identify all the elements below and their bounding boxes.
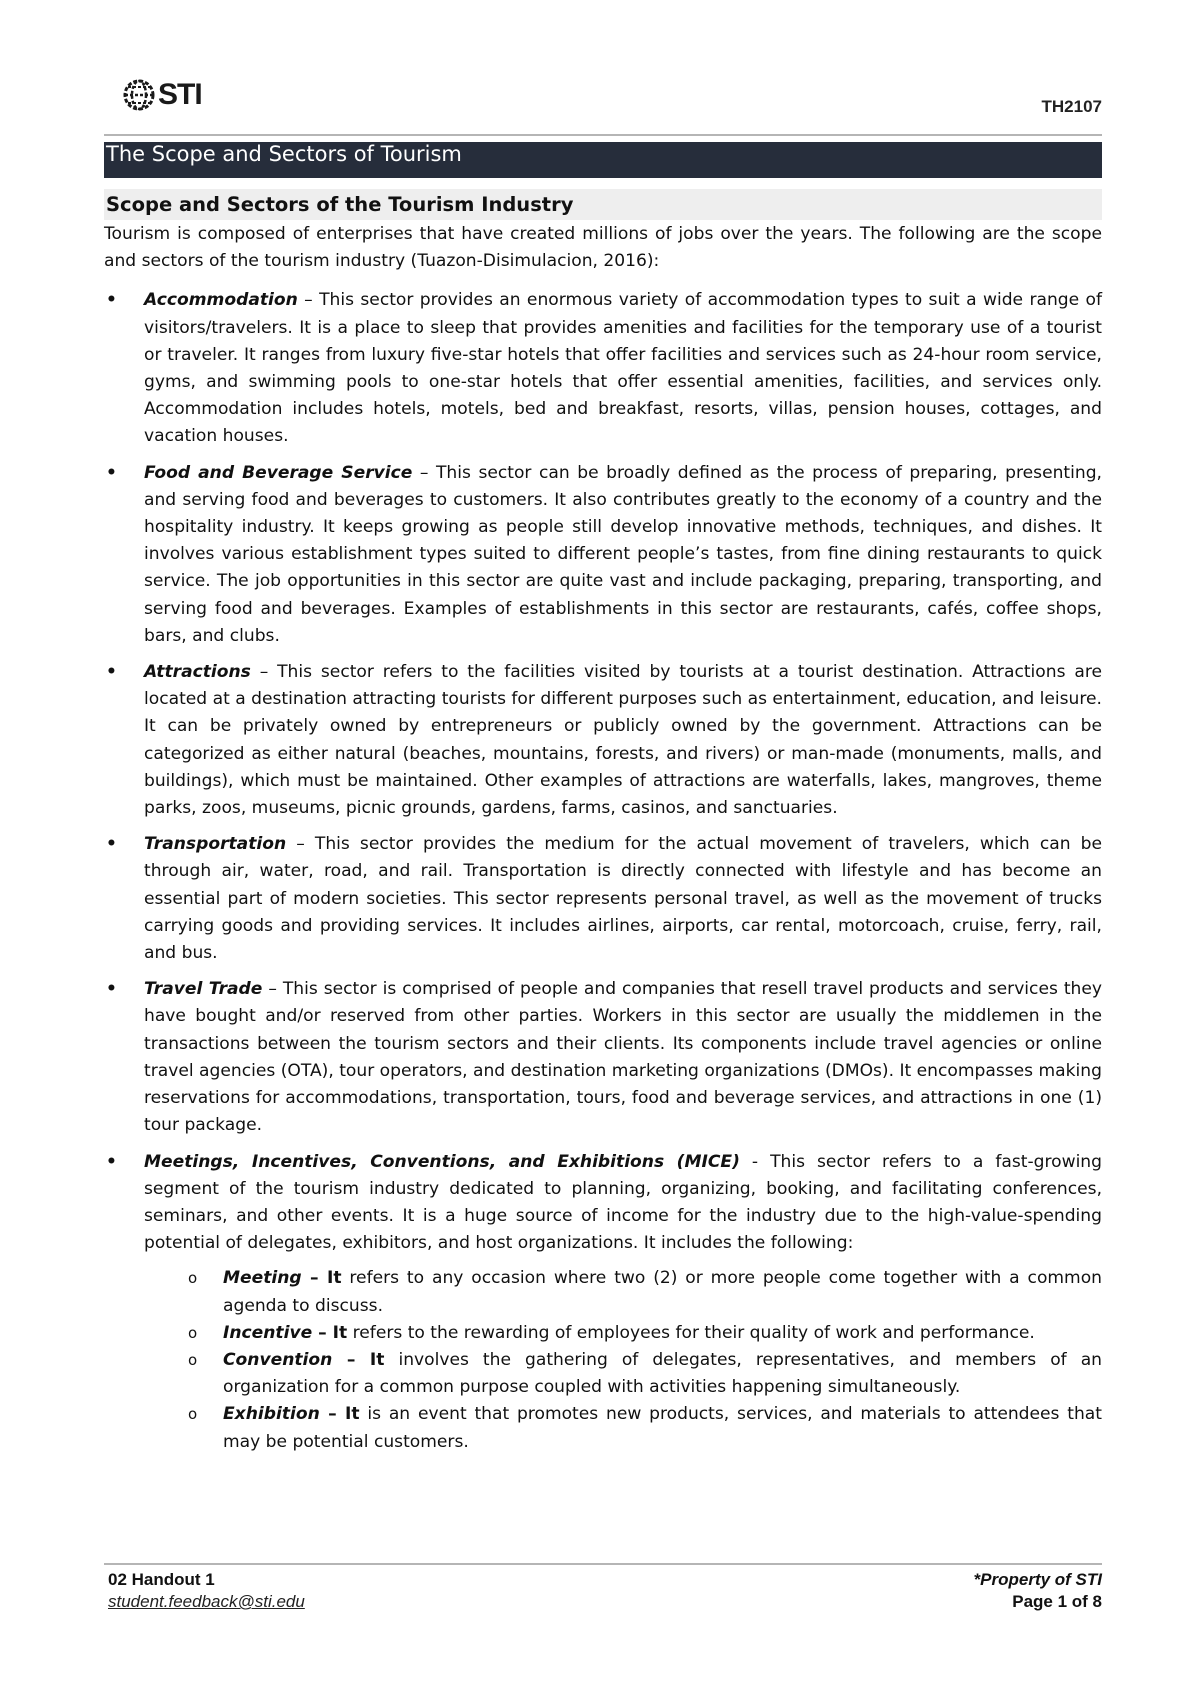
circle-bullet-icon: o (188, 1405, 198, 1424)
bullet-icon: • (106, 290, 117, 311)
circle-bullet-icon: o (188, 1269, 198, 1288)
feedback-email-link[interactable]: student.feedback@sti.edu (108, 1592, 305, 1611)
globe-icon (122, 78, 156, 112)
sector-description: – This sector provides an enormous variety of accommodation types to suit a wide range of visitors/travelers. It is a place to sleep that provides amenities and facilities for the temporary use of a tourist or traveler. It ranges from luxury five-star hotels that offer facilities and services such as 24-hour room service, gyms, and swimming pools to one-star hotels that offer essential amenities, facilities, and services only. Accommodation includes hotels, motels, bed and breakfast, resorts, villas, pension houses, cottages, and vacation houses. (144, 290, 1102, 447)
sector-term: Food and Beverage Service (144, 462, 413, 483)
bullet-icon: • (106, 662, 117, 683)
bullet-icon: • (106, 1151, 117, 1172)
logo-text: STI (158, 78, 202, 111)
sector-term: Meetings, Incentives, Conventions, and Exhibitions (MICE) (144, 1151, 740, 1172)
mice-dash: – (319, 1404, 345, 1425)
circle-bullet-icon: o (188, 1323, 198, 1342)
mice-term: Convention (223, 1349, 333, 1370)
main-content (104, 189, 1102, 1465)
list-item (104, 659, 1102, 822)
mice-description: refers to the rewarding of employees for their quality of work and performance. (347, 1322, 1035, 1343)
circle-bullet-icon: o (188, 1350, 198, 1369)
sector-description: – This sector can be broadly defined as the process of preparing, presenting, and serving food and beverages to customers. It also contributes greatly to the economy of a country and the hospitality industry. It keeps growing as people still develop innovative methods, techniques, and dishes. It involves various establishment types suited to different people’s tastes, from fine dining restaurants to quick service. The job opportunities in this sector are quite vast and include packaging, preparing, transporting, and serving food and beverages. Examples of establishments in this sector are restaurants, cafés, coffee shops, bars, and clubs. (144, 462, 1102, 646)
mice-dash: – (301, 1268, 327, 1289)
sector-description: - This sector refers to a fast-growing segment of the tourism industry dedicated to planning, organizing, booking, and facilitating conferences, seminars, and other events. It is a huge source of income for the industry due to the high-value-spending potential of delegates, exhibitors, and host organizations. It includes the following: (144, 1151, 1102, 1254)
mice-it: It (332, 1322, 348, 1343)
mice-term: Exhibition (223, 1404, 320, 1425)
sector-term: Accommodation (144, 290, 298, 311)
list-item (144, 1320, 1102, 1347)
list-item (104, 287, 1102, 450)
property-label: *Property of STI (973, 1570, 1102, 1589)
sector-term: Travel Trade (144, 979, 263, 1000)
sector-list (104, 287, 1102, 1455)
list-item (104, 976, 1102, 1139)
intro-paragraph: Tourism is composed of enterprises that have created millions of jobs over the years. The following are the scope and sectors of the tourism industry (Tuazon-Disimulacion, 2016): (104, 224, 1102, 272)
footer-left (108, 1569, 305, 1613)
sector-description: – This sector is comprised of people and companies that resell travel products and services they have bought and/or reserved from other parties. Workers in this sector are usually the middlemen in the transactions between the tourism sectors and their clients. Its components include travel agencies or online travel agencies (OTA), tour operators, and destination marketing organizations (DMOs). It encompasses making reservations for accommodations, transportation, tours, food and beverage services, and attractions in one (1) tour package. (144, 979, 1102, 1136)
bullet-icon: • (106, 462, 117, 483)
sector-description: – This sector provides the medium for the actual movement of travelers, which can be through air, water, road, and rail. Transportation is directly connected with lifestyle and has become an essential part of modern societies. This sector represents personal travel, as well as the movement of trucks carrying goods and providing services. It includes airlines, airports, car rental, motorcoach, cruise, ferry, rail, and bus. (144, 834, 1102, 964)
list-item (144, 1401, 1102, 1455)
sti-logo (122, 78, 202, 112)
list-item (104, 1149, 1102, 1456)
header-divider (104, 134, 1102, 136)
mice-it: It (326, 1268, 342, 1289)
mice-description: refers to any occasion where two (2) or more people come together with a common agenda to discuss. (223, 1268, 1102, 1316)
sector-description: – This sector refers to the facilities visited by tourists at a tourist destination. Attractions are located at a destination attracting tourists for different purposes such as entertainment, education, and leisure. It can be privately owned by entrepreneurs or publicly owned by the government. Attractions can be categorized as either natural (beaches, mountains, forests, and rivers) or man-made (monuments, malls, and buildings), which must be maintained. Other examples of attractions are waterfalls, lakes, mangroves, theme parks, zoos, museums, picnic grounds, gardens, farms, casinos, and sanctuaries. (144, 662, 1102, 819)
mice-it: It (345, 1404, 360, 1425)
page-number: Page 1 of 8 (1012, 1592, 1102, 1611)
sector-term: Attractions (144, 662, 251, 683)
handout-label: 02 Handout 1 (108, 1570, 215, 1589)
list-item (144, 1265, 1102, 1319)
mice-dash: – (312, 1322, 333, 1343)
page-title: The Scope and Sectors of Tourism (104, 142, 1102, 178)
bullet-icon: • (106, 979, 117, 1000)
list-item (144, 1347, 1102, 1401)
footer-divider (104, 1563, 1102, 1565)
list-item (104, 460, 1102, 650)
mice-dash: – (332, 1349, 370, 1370)
sector-term: Transportation (144, 834, 287, 855)
section-heading: Scope and Sectors of the Tourism Industry (104, 189, 1102, 220)
list-item (104, 831, 1102, 967)
mice-description: is an event that promotes new products, services, and materials to attendees that may be potential customers. (223, 1404, 1102, 1452)
mice-list (144, 1265, 1102, 1455)
bullet-icon: • (106, 834, 117, 855)
mice-term: Meeting (223, 1268, 302, 1289)
footer-right (974, 1569, 1102, 1613)
mice-it: It (369, 1349, 385, 1370)
document-code: TH2107 (1041, 97, 1102, 116)
mice-description: involves the gathering of delegates, representatives, and members of an organization for a common purpose coupled with activities happening simultaneously. (223, 1349, 1102, 1398)
mice-term: Incentive (223, 1322, 313, 1343)
